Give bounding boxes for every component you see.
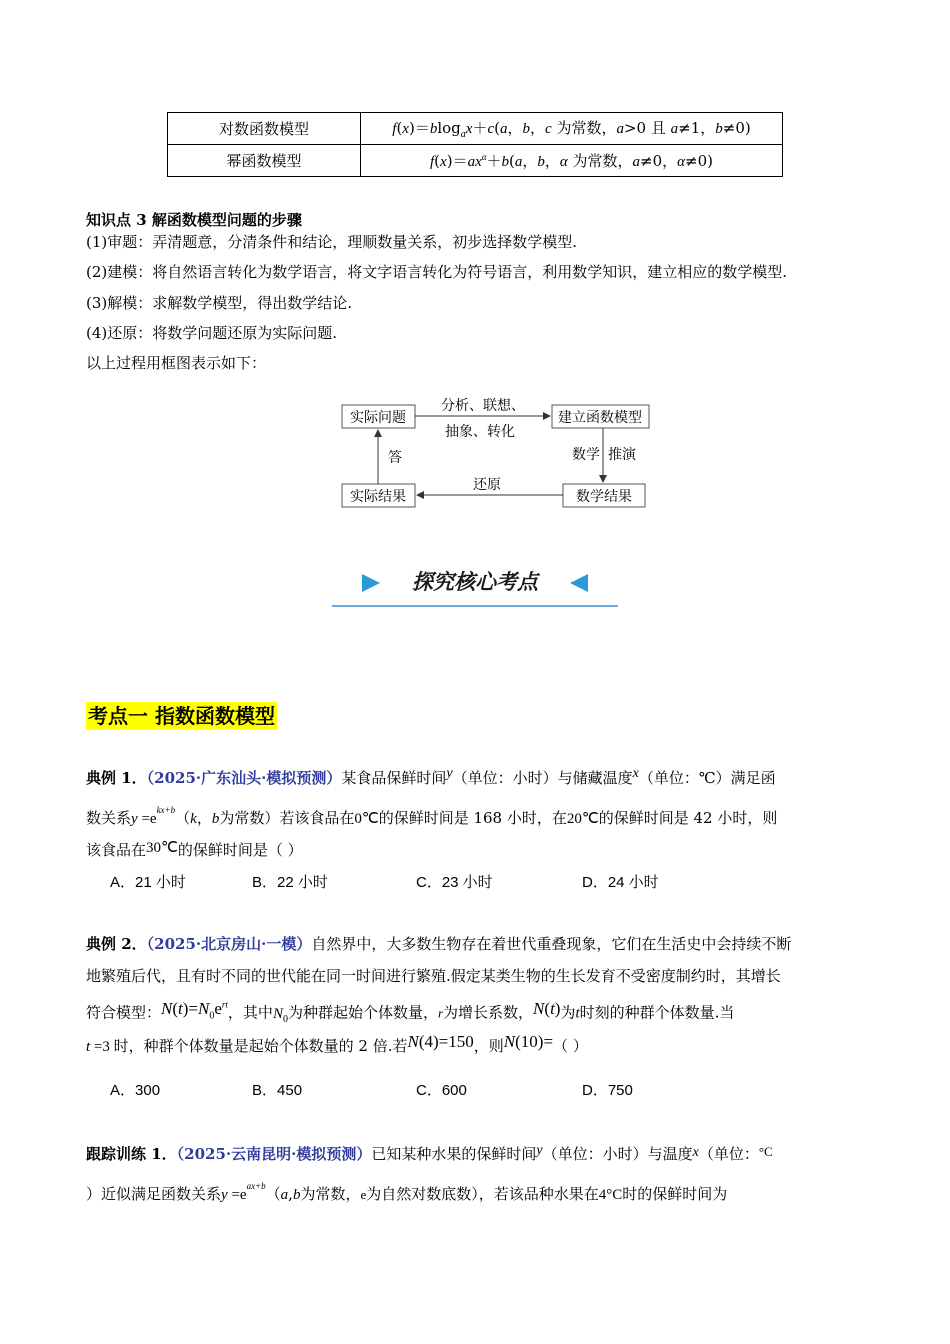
arrow-bottom-label: 还原	[473, 477, 501, 493]
arrow-left-label: 答	[388, 450, 402, 466]
example-source: （2025·广东汕头·模拟预测）	[146, 769, 342, 787]
example-source: （2025·北京房山·一模）	[146, 935, 312, 953]
option-a[interactable]: A．21 小时	[110, 874, 186, 891]
text: （单位：小时）与储藏温度	[452, 769, 633, 787]
step-item: (4)还原：将数学问题还原为实际问题.	[86, 324, 338, 342]
text: （	[175, 809, 191, 827]
text: （单位：小时）与温度	[542, 1145, 693, 1163]
text: （单位：℃）满足函	[638, 769, 776, 787]
section-banner	[332, 560, 618, 610]
text: 为自然对数底数），若该品种水果在	[366, 1185, 599, 1203]
text: （ ）	[553, 1037, 588, 1055]
knowledge-title: 知识点 3 解函数模型问题的步骤	[86, 211, 302, 229]
text: 数关系	[86, 809, 132, 827]
step-item: (3)解模：求解数学模型，得出数学结论.	[86, 294, 353, 312]
training-label: 跟踪训练 1．	[86, 1145, 177, 1163]
text: ，则	[473, 1037, 504, 1055]
arrow-right-label-b: 推演	[608, 447, 636, 463]
text: 为常数，	[300, 1185, 361, 1203]
text: ，	[196, 809, 212, 827]
text: 时刻的种群个体数量.当	[579, 1003, 735, 1022]
section-title: 考点一 指数函数模型	[88, 704, 275, 728]
temperature: 30℃	[146, 840, 178, 856]
text: ）近似满足函数关系	[86, 1185, 222, 1203]
temperature: 0℃	[354, 811, 379, 827]
text: 的保鲜时间是 168 小时，在	[378, 809, 567, 827]
training-1-line-2: ）近似满足函数关系$y =e^{ax+b}(a,b$为常数，e为自然对数底数），若该品种水果在4°C时的保鲜时间为	[86, 1181, 728, 1203]
text: （单位：	[698, 1145, 759, 1163]
model-formula: f(x)＝blog$_a$x＋c(a，b，c 为常数，a>0 且 a≠1，b≠0)	[361, 113, 783, 145]
option-d[interactable]: D．24 小时	[582, 874, 659, 891]
example-1-line-3	[86, 840, 303, 861]
text: 的保鲜时间是 42 小时，则	[598, 809, 778, 827]
option-b[interactable]: B．450	[252, 1082, 303, 1099]
flow-diagram	[335, 392, 655, 510]
text: 为种群起始个体数量，	[287, 1003, 438, 1022]
example-label: 典例 2．	[86, 935, 147, 953]
banner-left-triangle-icon	[362, 574, 380, 592]
text: 符合模型：	[86, 1003, 162, 1022]
model-name: 幂函数模型	[168, 145, 361, 177]
example-2-line-3: 符合模型：$N(t)=N_0e^{rt}$，其中$N_0$为种群起始个体数量，r为增长系数，N(t)为t时刻的种群个体数量.当	[86, 998, 735, 1025]
model-name: 对数函数模型	[168, 113, 361, 145]
option-b[interactable]: B．22 小时	[252, 874, 328, 891]
example-1-line-1: 典例 1．（2025·广东汕头·模拟预测）某食品保鲜时间y（单位：小时）与储藏温度x（单位：℃）满足函	[86, 766, 776, 787]
table-row	[168, 113, 783, 145]
training-1-line-1: 跟踪训练 1．（2025·云南昆明·模拟预测）已知某种水果的保鲜时间y（单位：小时）与温度x（单位：°C	[86, 1143, 773, 1163]
option-c[interactable]: C．23 小时	[416, 874, 493, 891]
example-1-line-2: 数关系$y =e^{kx+b}(k$，b为常数）若该食品在0℃的保鲜时间是 168 小时，在20℃的保鲜时间是 42 小时，则	[86, 805, 778, 827]
text: 时的保鲜时间为	[622, 1185, 728, 1203]
text: 该食品在	[86, 841, 147, 859]
banner-right-triangle-icon	[570, 574, 588, 592]
text: 某食品保鲜时间	[341, 769, 447, 787]
box-build-model-label: 建立函数模型	[558, 410, 642, 426]
table-row	[168, 145, 783, 177]
temperature: 20℃	[566, 811, 599, 827]
arrow-top-label-2: 抽象、转化	[445, 424, 515, 440]
step-item: (2)建模：将自然语言转化为数学语言，将文字语言转化为符号语言，利用数学知识，建立相应的数学模型.	[86, 263, 788, 281]
training-source: （2025·云南昆明·模拟预测）	[176, 1145, 372, 1163]
model-formula: $f(x)=ax^\alpha+b(a$，b，α 为常数，a≠0，α≠0)	[361, 145, 783, 177]
text: 为增长系数，	[443, 1003, 534, 1022]
text: 的保鲜时间是（ ）	[177, 841, 303, 859]
model-table	[167, 112, 783, 177]
flow-intro: 以上过程用框图表示如下：	[86, 354, 267, 372]
option-c[interactable]: C．600	[416, 1082, 467, 1099]
example-2-line-2: 地繁殖后代，且有时不同的世代能在同一时间进行繁殖.假定某类生物的生长发育不受密度制约时，其增长	[86, 967, 781, 985]
box-practical-result-label: 实际结果	[350, 489, 406, 505]
box-practical-problem-label: 实际问题	[350, 410, 406, 426]
text: 已知某种水果的保鲜时间	[371, 1145, 537, 1163]
text: ，其中	[227, 1003, 273, 1022]
text: ，种群个体数量是起始个体数量的 2 倍.若	[128, 1037, 408, 1055]
text: 自然界中，大多数生物存在着世代重叠现象，它们在生活史中会持续不断	[311, 935, 792, 953]
option-d[interactable]: D．750	[582, 1082, 633, 1099]
option-a[interactable]: A．300	[110, 1082, 161, 1099]
text: （	[265, 1185, 281, 1203]
arrow-right-label-a: 数学	[572, 447, 600, 463]
step-item: (1)审题：弄清题意，分清条件和结论，理顺数量关系，初步选择数学模型.	[86, 233, 578, 251]
banner-title: 探究核心考点	[412, 570, 538, 594]
arrow-top-label-1: 分析、联想、	[441, 398, 525, 414]
box-math-result-label: 数学结果	[576, 489, 632, 505]
example-2-line-1	[86, 934, 791, 954]
example-2-line-4: t =3 时，种群个体数量是起始个体数量的 2 倍.若N(4)=150，则N(10)=（ ）	[86, 1032, 588, 1055]
text: 为常数）若该食品在	[219, 809, 355, 827]
text: 为	[560, 1003, 576, 1022]
example-label: 典例 1．	[86, 769, 147, 787]
